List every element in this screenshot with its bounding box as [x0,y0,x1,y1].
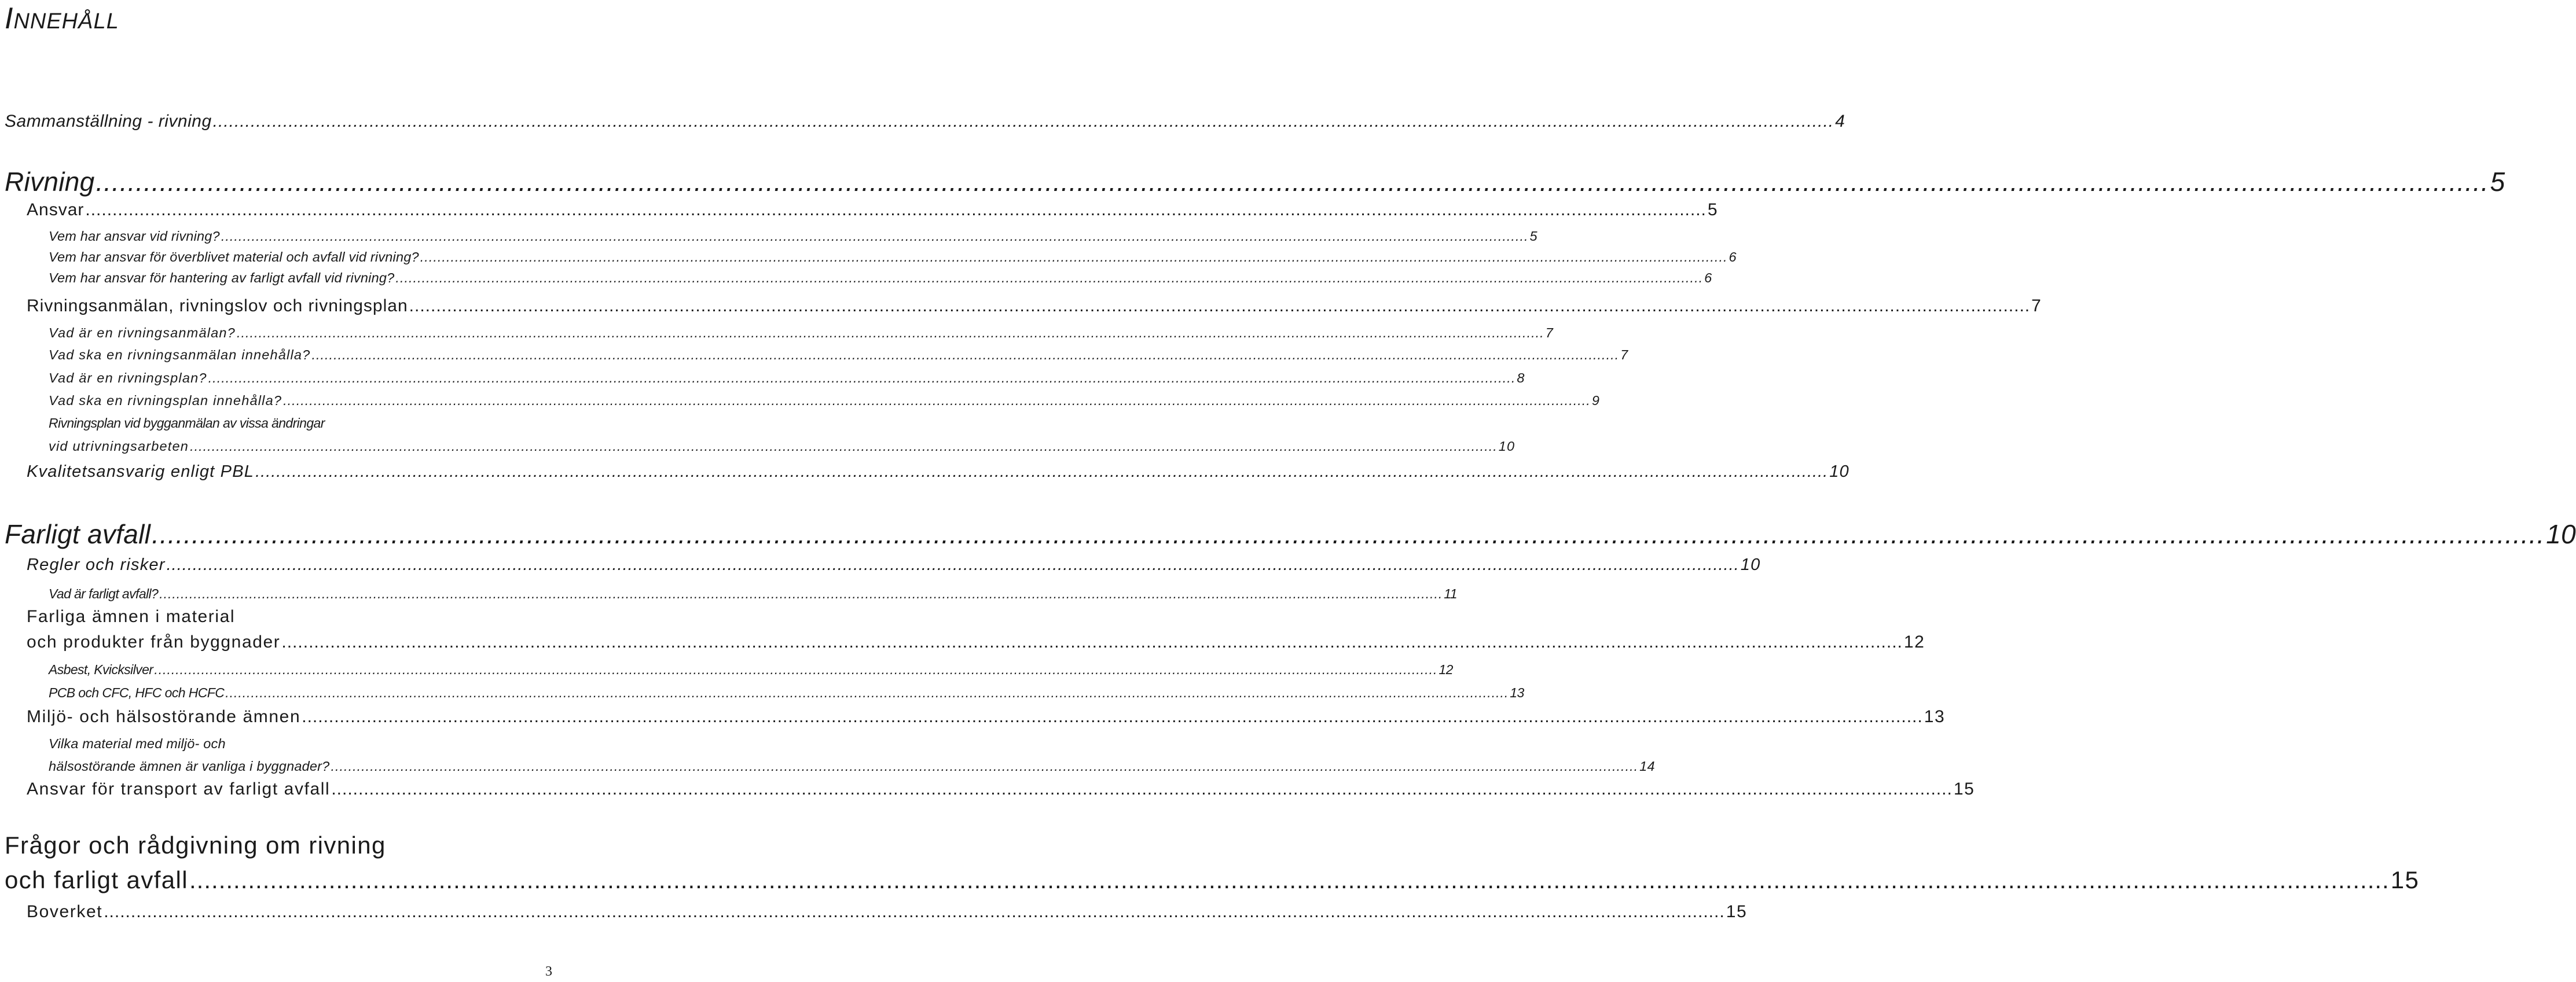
toc-entry[interactable] [49,759,1655,774]
toc-leader-dots: ............................................................................................................................................................................................................................................................................................................ [221,229,1529,244]
toc-leader-dots: ............................................................................................................................................................................................................................................................................................................ [166,556,1740,574]
toc-entry-page: 15 [1953,779,1975,799]
toc-entry-label-line1: Rivningsplan vid bygganmälan av vissa ändringar [49,415,325,431]
toc-entry-label: Vem har ansvar vid rivning? [49,229,220,244]
toc-entry-label: Rivning [5,167,95,197]
toc-entry-page: 7 [1545,325,1554,340]
toc-entry[interactable] [49,586,1457,602]
page-title-rest: NNEHÅLL [13,9,119,34]
toc-entry-page: 9 [1591,393,1601,408]
toc-leader-dots: ............................................................................................................................................................................................................................................................................................................ [236,325,1544,340]
toc-entry[interactable] [27,556,1761,575]
toc-entry-page: 12 [1439,662,1453,677]
toc-entry-label: vid utrivningsarbeten [49,439,189,454]
toc-entry-label-line1: Vilka material med miljö- och [49,736,226,751]
toc-entry-label: Vad ska en rivningsplan innehålla? [49,393,282,408]
toc-entry-page: 15 [2390,866,2420,893]
toc-entry-page: 6 [1704,270,1712,285]
toc-leader-dots: ............................................................................................................................................................................................................................................................................................................ [331,779,1953,799]
toc-leader-dots: ............................................................................................................................................................................................................................................................................................................ [225,685,1509,700]
toc-entry-label: Sammanställning - rivning [5,112,212,131]
toc-entry-page: 5 [1529,229,1537,244]
toc-leader-dots: ............................................................................................................................................................................................................................................................................................................ [302,707,1923,726]
toc-entry[interactable] [27,779,1975,799]
toc-entry-page: 5 [1707,200,1718,219]
toc-entry-page: 10 [1740,556,1761,574]
toc-leader-dots: ............................................................................................................................................................................................................................................................................................................ [189,866,2390,893]
toc-leader-dots: ............................................................................................................................................................................................................................................................................................................ [212,112,1834,131]
toc-entry-label: Vad är en rivningsanmälan? [49,325,236,340]
toc-entry[interactable] [27,632,1925,652]
toc-entry-label: PCB och CFC, HFC och HCFC [49,685,225,700]
toc-entry-label: Ansvar för transport av farligt avfall [27,779,331,799]
toc-leader-dots: ............................................................................................................................................................................................................................................................................................................ [395,270,1704,285]
toc-entry[interactable] [49,439,1515,454]
toc-entry-label: och farligt avfall [5,866,189,893]
toc-entry[interactable] [49,249,1737,265]
toc-entry-label-line1: Farliga ämnen i material [27,607,236,626]
toc-entry-label: Miljö- och hälsostörande ämnen [27,707,301,726]
toc-entry[interactable] [49,229,1537,244]
toc-entry-label: Regler och risker [27,556,166,574]
page-title-initial: I [5,2,14,35]
page-number: 3 [545,964,552,979]
toc-entry-page: 14 [1639,759,1655,774]
toc-entry[interactable] [5,866,2420,894]
toc-leader-dots: ............................................................................................................................................................................................................................................................................................................ [152,519,2545,549]
toc-entry-page: 12 [1903,632,1925,652]
toc-entry[interactable] [5,112,1845,131]
toc-entry[interactable] [49,370,1525,386]
toc-entry-label: Kvalitetsansvarig enligt PBL [27,462,255,481]
toc-entry-label: Vad är en rivningsplan? [49,370,207,385]
toc-leader-dots: ............................................................................................................................................................................................................................................................................................................ [96,167,2489,197]
toc-entry-page: 8 [1517,370,1525,385]
toc-entry-page: 4 [1835,112,1845,131]
toc-entry-label: Vad ska en rivningsanmälan innehålla? [49,347,311,362]
toc-leader-dots: ............................................................................................................................................................................................................................................................................................................ [283,393,1591,408]
toc-entry-label: Ansvar [27,200,85,219]
toc-entry-label: och produkter från byggnader [27,632,281,652]
toc-entry-page: 11 [1444,586,1457,601]
toc-entry-page: 10 [2546,519,2576,549]
toc-leader-dots: ............................................................................................................................................................................................................................................................................................................ [331,759,1639,774]
toc-leader-dots: ............................................................................................................................................................................................................................................................................................................ [281,632,1903,652]
toc-entry-page: 6 [1729,249,1737,264]
toc-entry[interactable] [49,685,1524,701]
toc-entry[interactable] [49,662,1453,678]
toc-leader-dots: ............................................................................................................................................................................................................................................................................................................ [208,370,1516,385]
toc-entry-label: Vem har ansvar för överblivet material och avfall vid rivning? [49,249,419,264]
toc-leader-dots: ............................................................................................................................................................................................................................................................................................................ [255,462,1829,481]
toc-entry[interactable] [5,166,2505,197]
toc-leader-dots: ............................................................................................................................................................................................................................................................................................................ [159,586,1443,601]
toc-entry[interactable] [49,347,1629,363]
toc-entry[interactable] [27,902,1748,922]
toc-entry-page: 15 [1726,902,1748,921]
toc-entry[interactable] [27,200,1718,220]
toc-leader-dots: ............................................................................................................................................................................................................................................................................................................ [311,347,1620,362]
toc-leader-dots: ............................................................................................................................................................................................................................................................................................................ [154,662,1438,677]
toc-entry-label: Asbest, Kvicksilver [49,662,153,677]
toc-entry[interactable] [5,518,2576,550]
toc-entry[interactable] [49,393,1601,409]
toc-entry-label: Farligt avfall [5,519,151,549]
toc-leader-dots: ............................................................................................................................................................................................................................................................................................................ [85,200,1707,219]
toc-entry-page: 7 [1620,347,1629,362]
toc-leader-dots: ............................................................................................................................................................................................................................................................................................................ [409,296,2031,315]
toc-entry[interactable] [49,270,1712,286]
toc-entry-page: 10 [1498,439,1515,454]
toc-leader-dots: ............................................................................................................................................................................................................................................................................................................ [190,439,1498,454]
toc-entry[interactable] [27,707,1946,727]
toc-entry[interactable] [27,462,1850,481]
toc-entry-page: 5 [2490,167,2505,197]
toc-entry[interactable] [27,296,2042,316]
toc-entry-label-line1: Frågor och rådgivning om rivning [5,832,386,859]
toc-entry-page: 7 [2031,296,2042,315]
toc-entry-page: 13 [1924,707,1946,726]
toc-leader-dots: ............................................................................................................................................................................................................................................................................................................ [104,902,1725,921]
toc-leader-dots: ............................................................................................................................................................................................................................................................................................................ [420,249,1728,264]
toc-entry-label: Boverket [27,902,103,921]
toc-entry-label: Vad är farligt avfall? [49,586,159,601]
toc-entry-label: Vem har ansvar för hantering av farligt avfall vid rivning? [49,270,395,285]
toc-entry[interactable] [49,325,1554,341]
toc-entry-page: 13 [1510,685,1524,700]
toc-entry-label: hälsostörande ämnen är vanliga i byggnader? [49,759,330,774]
toc-entry-page: 10 [1829,462,1850,481]
toc-entry-label: Rivningsanmälan, rivningslov och rivningsplan [27,296,408,315]
